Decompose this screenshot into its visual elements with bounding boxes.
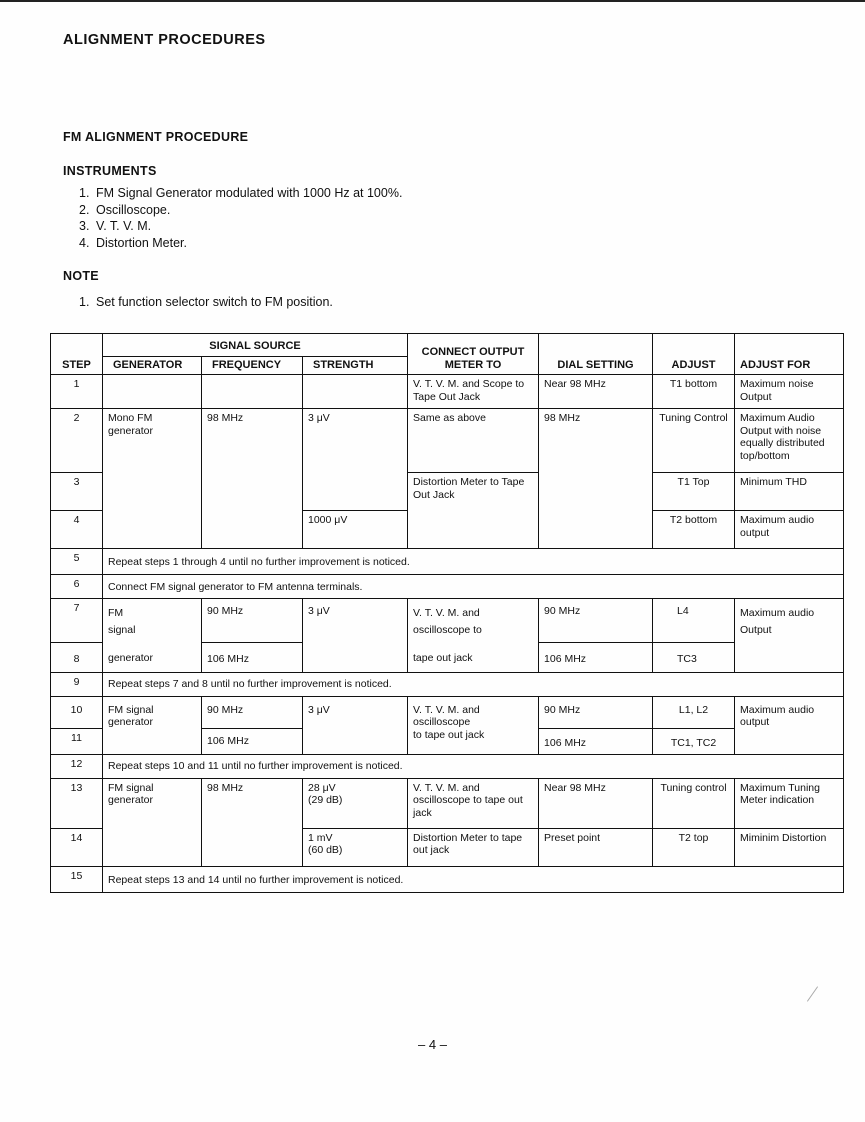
adjust-for-cell: Maximum audio output <box>735 696 844 754</box>
header-adjust-for: ADJUST FOR <box>735 334 844 375</box>
generator-cell: FM signal <box>103 599 202 643</box>
step-cell: 13 <box>51 778 103 828</box>
fm-alignment-table <box>50 333 844 893</box>
table-row <box>51 575 844 599</box>
table-row <box>51 549 844 575</box>
step-cell: 5 <box>51 549 103 575</box>
header-connect-output: CONNECT OUTPUT METER TO <box>408 334 539 375</box>
step-cell: 15 <box>51 866 103 892</box>
pencil-mark <box>807 986 818 1001</box>
instruction-cell: Repeat steps 1 through 4 until no further improvement is noticed. <box>103 549 844 575</box>
strength-cell: 3 μV <box>303 599 408 673</box>
table-row <box>51 375 844 409</box>
page-title: ALIGNMENT PROCEDURES <box>63 32 266 48</box>
step-cell: 3 <box>51 473 103 511</box>
header-generator: GENERATOR <box>103 356 202 375</box>
strength-cell: 3 μV <box>303 696 408 754</box>
page-number: – 4 – <box>418 1037 447 1052</box>
dial-cell: Preset point <box>539 828 653 866</box>
frequency-cell: 106 MHz <box>202 642 303 672</box>
connect-cell: tape out jack <box>408 642 539 672</box>
table-row <box>51 696 844 728</box>
generator-cell: FM signal generator <box>103 778 202 866</box>
step-cell: 1 <box>51 375 103 409</box>
table-row <box>51 754 844 778</box>
adjust-cell: T1 bottom <box>653 375 735 409</box>
strength-cell <box>303 375 408 409</box>
list-item: 3. V. T. V. M. <box>79 219 152 233</box>
adjust-cell: L4 <box>653 599 735 643</box>
table-row <box>51 778 844 828</box>
frequency-cell <box>202 375 303 409</box>
connect-cell: V. T. V. M. and oscilloscope to tape out jack <box>408 778 539 828</box>
header-signal-source: SIGNAL SOURCE <box>103 334 408 357</box>
instruments-heading: INSTRUMENTS <box>63 164 157 178</box>
header-row <box>51 334 844 357</box>
list-item: 1. FM Signal Generator modulated with 1000 Hz at 100%. <box>79 186 403 200</box>
adjust-cell: T1 Top <box>653 473 735 511</box>
adjust-for-cell: Minimum THD <box>735 473 844 511</box>
dial-cell: 106 MHz <box>539 728 653 754</box>
step-cell: 6 <box>51 575 103 599</box>
step-cell: 10 <box>51 696 103 728</box>
adjust-for-cell: Maximum Tuning Meter indication <box>735 778 844 828</box>
adjust-for-cell: Maximum audio Output <box>735 599 844 673</box>
step-cell: 9 <box>51 672 103 696</box>
generator-cell <box>103 375 202 409</box>
table-row <box>51 642 844 672</box>
step-cell: 2 <box>51 409 103 473</box>
table-row <box>51 599 844 643</box>
dial-cell: 98 MHz <box>539 409 653 549</box>
section-title: FM ALIGNMENT PROCEDURE <box>63 130 249 144</box>
adjust-cell: T2 top <box>653 828 735 866</box>
strength-cell: 28 μV (29 dB) <box>303 778 408 828</box>
step-cell: 14 <box>51 828 103 866</box>
header-adjust: ADJUST <box>653 334 735 375</box>
header-dial-setting: DIAL SETTING <box>539 334 653 375</box>
step-cell: 8 <box>51 642 103 672</box>
top-rule <box>0 0 865 2</box>
instruction-cell: Repeat steps 10 and 11 until no further improvement is noticed. <box>103 754 844 778</box>
connect-cell: V. T. V. M. and oscilloscope to tape out jack <box>408 696 539 754</box>
frequency-cell: 98 MHz <box>202 778 303 866</box>
list-item: 1. Set function selector switch to FM position. <box>79 295 333 309</box>
adjust-cell: Tuning control <box>653 778 735 828</box>
connect-cell: Distortion Meter to Tape Out Jack <box>408 473 539 549</box>
adjust-for-cell: Maximum audio output <box>735 511 844 549</box>
list-item: 2. Oscilloscope. <box>79 202 171 217</box>
frequency-cell: 106 MHz <box>202 728 303 754</box>
dial-cell: Near 98 MHz <box>539 375 653 409</box>
adjust-cell: T2 bottom <box>653 511 735 549</box>
frequency-cell: 90 MHz <box>202 599 303 643</box>
frequency-cell: 98 MHz <box>202 409 303 549</box>
adjust-cell: TC1, TC2 <box>653 728 735 754</box>
instruction-cell: Repeat steps 13 and 14 until no further improvement is noticed. <box>103 866 844 892</box>
frequency-cell: 90 MHz <box>202 696 303 728</box>
table-row <box>51 409 844 473</box>
dial-cell: Near 98 MHz <box>539 778 653 828</box>
adjust-cell: Tuning Control <box>653 409 735 473</box>
header-strength: STRENGTH <box>303 356 408 375</box>
strength-cell: 1000 μV <box>303 511 408 549</box>
adjust-for-cell: Maximum Audio Output with noise equally distributed top/bottom <box>735 409 844 473</box>
connect-cell: Same as above <box>408 409 539 473</box>
notes-list <box>79 294 333 311</box>
note-heading: NOTE <box>63 269 99 283</box>
adjust-for-cell: Maximum noise Output <box>735 375 844 409</box>
adjust-cell: L1, L2 <box>653 696 735 728</box>
dial-cell: 90 MHz <box>539 696 653 728</box>
dial-cell: 106 MHz <box>539 642 653 672</box>
step-cell: 7 <box>51 599 103 643</box>
step-cell: 11 <box>51 728 103 754</box>
adjust-for-cell: Miminim Distortion <box>735 828 844 866</box>
connect-cell: V. T. V. M. and Scope to Tape Out Jack <box>408 375 539 409</box>
step-cell: 4 <box>51 511 103 549</box>
step-cell: 12 <box>51 754 103 778</box>
generator-cell: generator <box>103 642 202 672</box>
header-frequency: FREQUENCY <box>202 356 303 375</box>
instruments-list <box>79 185 402 251</box>
table-row <box>51 672 844 696</box>
generator-cell: FM signal generator <box>103 696 202 754</box>
instruction-cell: Repeat steps 7 and 8 until no further improvement is noticed. <box>103 672 844 696</box>
strength-cell: 1 mV (60 dB) <box>303 828 408 866</box>
connect-cell: Distortion Meter to tape out jack <box>408 828 539 866</box>
table-row <box>51 866 844 892</box>
strength-cell: 3 μV <box>303 409 408 511</box>
connect-cell: V. T. V. M. and oscilloscope to <box>408 599 539 643</box>
generator-cell: Mono FM generator <box>103 409 202 549</box>
dial-cell: 90 MHz <box>539 599 653 643</box>
list-item: 4. Distortion Meter. <box>79 235 188 250</box>
header-step: STEP <box>51 334 103 375</box>
instruction-cell: Connect FM signal generator to FM antenna terminals. <box>103 575 844 599</box>
adjust-cell: TC3 <box>653 642 735 672</box>
